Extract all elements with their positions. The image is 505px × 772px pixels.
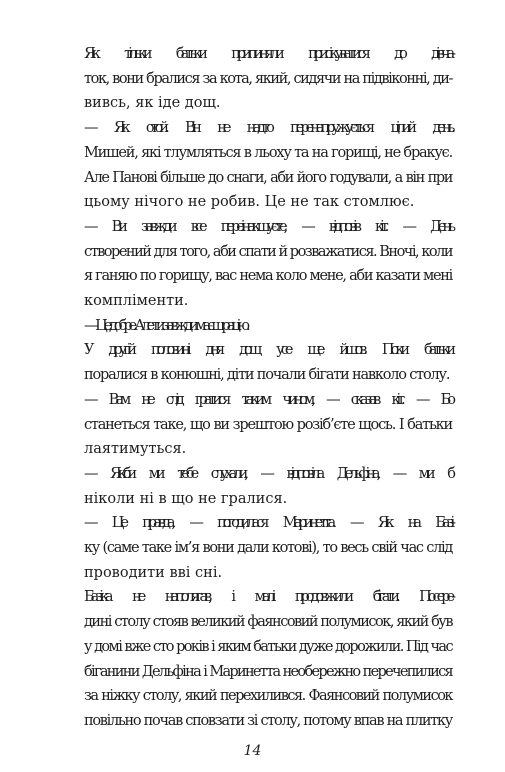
paragraph (62, 314, 452, 339)
text-line: ток, вони бралися за кота, який, сидячи на підвіконні, ди- (84, 70, 452, 87)
text-line: лаятимуться. (84, 441, 187, 458)
text-line: — Це добре. Але ти завжди маєш рацію. (84, 317, 247, 334)
text-line: за ніжку столу, який перехилився. Фаянсовий полумисок (84, 688, 452, 705)
paragraph (62, 116, 452, 215)
text-line: компліменти. (84, 293, 189, 310)
text-line: повільно почав сповзати зі столу, потому впав на плитку (84, 712, 452, 729)
text-line: створений для того, аби спати й розважатися. Вночі, коли (84, 243, 452, 260)
text-line: дині столу стояв великий фаянсовий полумисок, який був (84, 614, 452, 631)
body-text (62, 42, 452, 734)
text-line: у домі вже сто років і яким батьки дуже дорожили. Під час (84, 638, 452, 655)
text-line: — Як отой. Він не надто перенапружується цілий день. (84, 120, 452, 137)
text-line: станеться таке, що ви зрештою розіб’єте щось. І батьки (84, 416, 452, 433)
text-line: я ганяю по горищу, вас нема коло мене, аби казати мені (84, 268, 452, 285)
text-line: — Це правда, — погодилася Маринетта. — Як на Базі- (84, 515, 452, 532)
text-line: Як тільки батьки припиняли присікуватися до дівча- (84, 46, 452, 62)
paragraph (62, 585, 452, 733)
text-line: Базіка не наполягав, і малі продовжили бігати. Посере- (84, 589, 452, 606)
paragraph (62, 511, 452, 585)
text-line: проводити вві сні. (84, 564, 223, 581)
text-line: Але Панові більше до снаги, аби його годували, а він при (84, 169, 452, 186)
text-line: цьому нічого не робив. Це не так стомлює. (84, 194, 415, 211)
text-line: поралися в конюшні, діти почали бігати навколо столу. (84, 367, 450, 384)
text-line: У другій половині дня дощ усе ще йшов. Поки батьки (84, 342, 452, 359)
page-number: 14 (243, 743, 262, 759)
paragraph (62, 215, 452, 314)
paragraph (62, 462, 452, 511)
text-line: ніколи ні в що не гралися. (84, 490, 288, 507)
paragraph (62, 338, 452, 387)
text-line: Мишей, які тлумляться в льоху та на горищі, не бракує. (84, 144, 452, 161)
text-line: — Якби ми тебе слухали, — відповіла Дельфіна, — ми б (84, 465, 452, 482)
paragraph (62, 42, 452, 116)
text-line: — Ви завжди все переінакшуєте, — відповів кіт. — День (84, 218, 452, 235)
paragraph (62, 388, 452, 462)
text-line: вивсь, як іде дощ. (84, 95, 221, 112)
text-line: ку (саме таке ім’я вони дали котові), то весь свій час слід (84, 540, 452, 557)
text-line: — Вам не слід гратися таким чином, — сказав кіт. — Бо (84, 391, 452, 408)
text-line: біганини Дельфіна і Маринетта необережно перечепилися (84, 663, 452, 680)
